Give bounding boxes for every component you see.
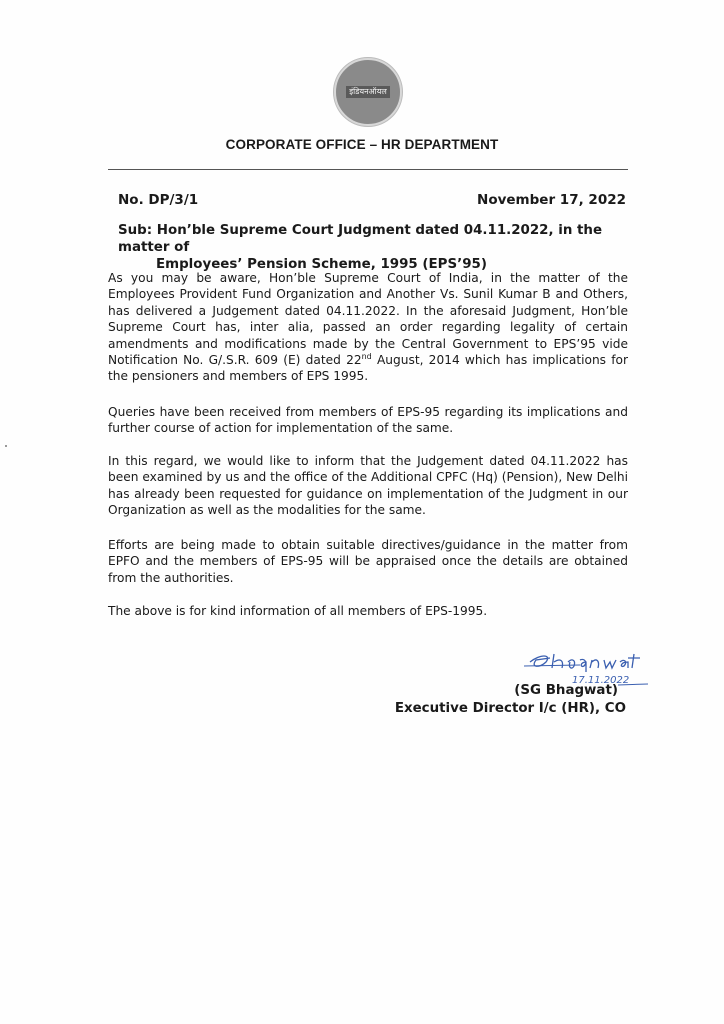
subject-label: Sub: (118, 223, 153, 238)
scan-speck (5, 445, 7, 447)
department-heading: CORPORATE OFFICE – HR DEPARTMENT (225, 137, 499, 152)
paragraph-5: The above is for kind information of all members of EPS-1995. (108, 604, 488, 618)
paragraph-2: Queries have been received from members of EPS-95 regarding its implications and further course of action for implementation of the same. (108, 405, 628, 436)
paragraph-1-text-cont: August, 2014 which has implications for the pensioners and members of EPS 1995. (108, 353, 628, 384)
indianoil-logo (334, 58, 402, 126)
paragraph-1 (108, 270, 628, 385)
paragraph-3: In this regard, we would like to inform that the Judgement dated 04.11.2022 has been examined by us and the office of the Additional CPFC (Hq) (Pension), New Delhi has already been requested for guidance on implementation of the Judgment in our Organization as well as the modalities for the same. (108, 454, 628, 518)
signatory-title: Executive Director I/c (HR), CO (394, 701, 626, 716)
logo-text: इंडियनऑयल (346, 86, 390, 98)
handwritten-signature (520, 648, 650, 688)
subject-line (118, 222, 628, 273)
ordinal-suffix: nd (361, 351, 372, 361)
letter-date: November 17, 2022 (477, 192, 626, 208)
paragraph-1-text: As you may be aware, Hon’ble Supreme Court of India, in the matter of the Employees Provident Fund Organization and Another Vs. Sunil Kumar B and Others, has delivered a Judgement dated 04.11.2022. In the aforesaid Judgment, Hon’ble Supreme Court has, inter alia, passed an order regarding legality of certain amendments and modifications made by the Central Government to EPS’95 vide Notification No. G/.S.R. 609 (E) dated 22 (108, 271, 628, 368)
handwritten-date: 17.11.2022 (572, 675, 630, 686)
paragraph-4: Efforts are being made to obtain suitable directives/guidance in the matter from EPFO and the members of EPS-95 will be appraised once the details are obtained from the authorities. (108, 538, 628, 585)
subject-text-line2: Employees’ Pension Scheme, 1995 (EPS’95) (156, 257, 487, 272)
subject-text-line1: Hon’ble Supreme Court Judgment dated 04.11.2022, in the matter of (118, 223, 603, 255)
signatory-name: (SG Bhagwat) (514, 683, 618, 698)
reference-number: No. DP/3/1 (118, 192, 199, 208)
header-divider (108, 169, 628, 170)
